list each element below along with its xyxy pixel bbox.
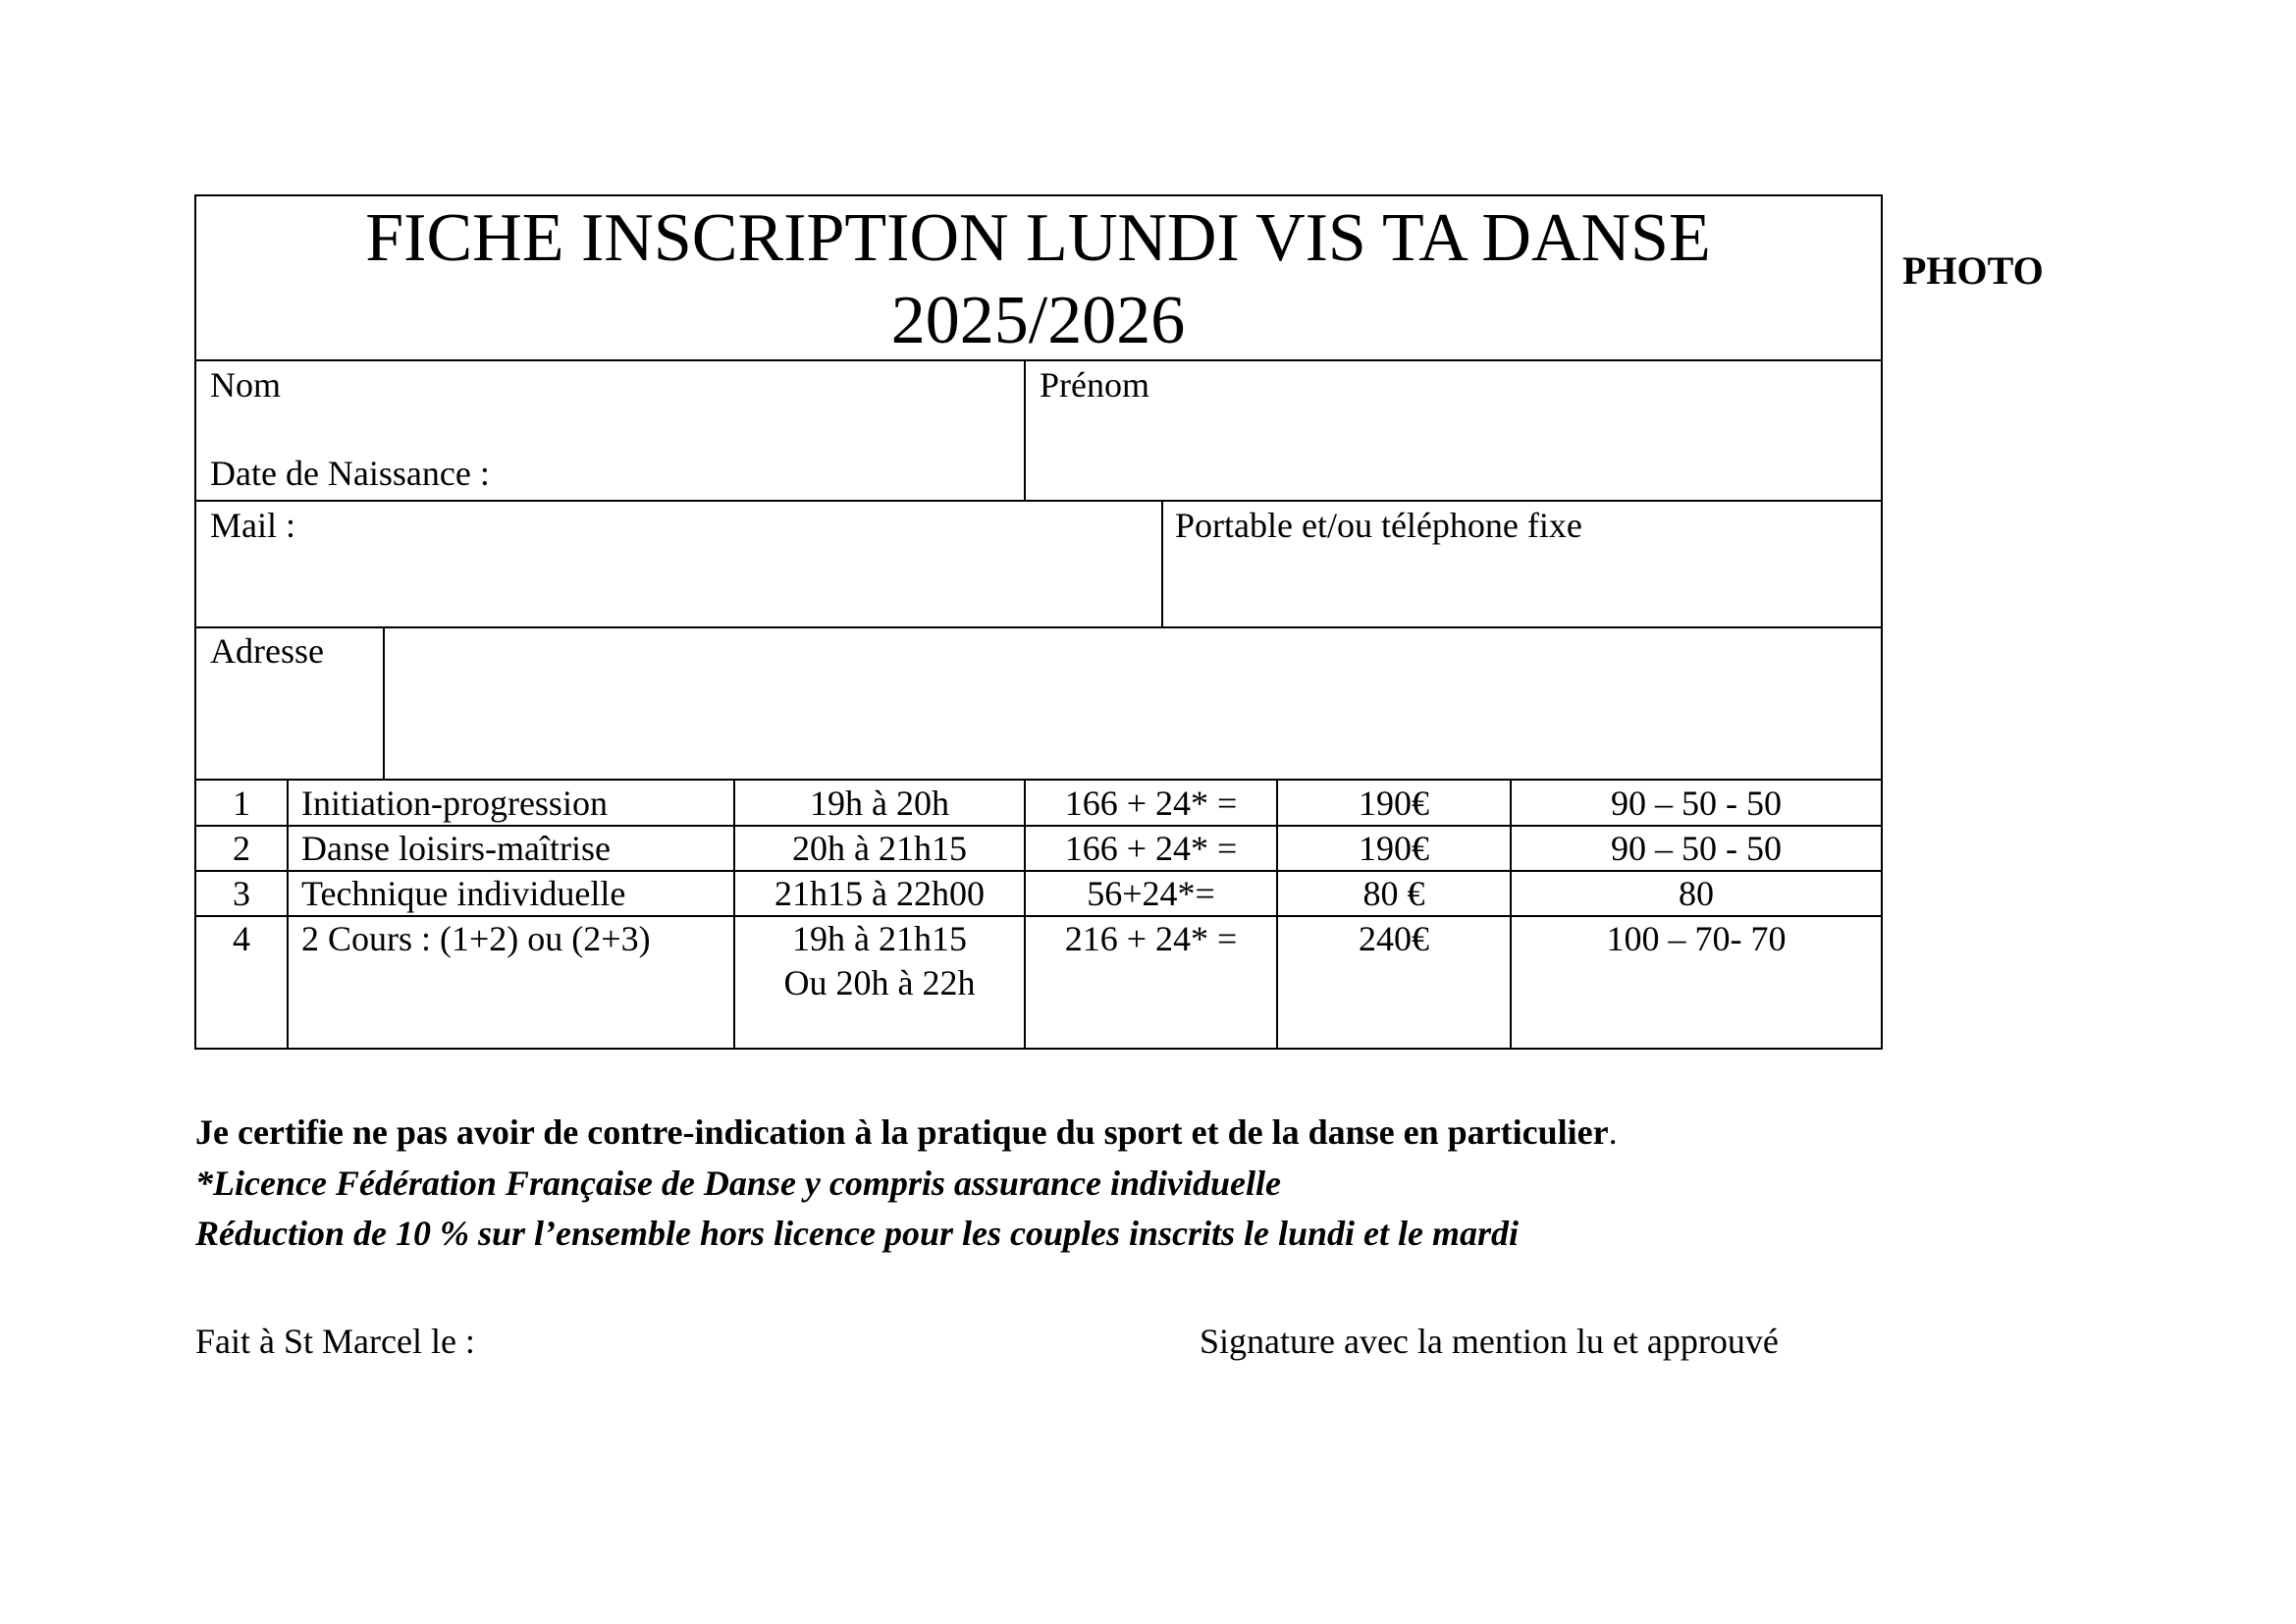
form-title-year: 2025/2026: [890, 283, 1186, 358]
course-total: 80 €: [1362, 874, 1425, 913]
course-total: 190€: [1359, 784, 1429, 823]
certify-period: .: [1608, 1112, 1618, 1152]
nom-label[interactable]: Nom: [210, 365, 281, 405]
course-time: 20h à 21h15: [792, 829, 967, 868]
certify-statement: [195, 1110, 1618, 1154]
table-right-border: [1881, 194, 1883, 1050]
form-title: [195, 197, 1881, 362]
prenom-label[interactable]: Prénom: [1040, 365, 1149, 405]
divider-name: [194, 500, 1883, 502]
course-time: 19h à 20h: [810, 784, 949, 823]
course-name: Initiation-progression: [301, 784, 608, 823]
table-top-border: [194, 194, 1883, 196]
course-name: Danse loisirs-maîtrise: [301, 829, 611, 868]
course-formula: 56+24*=: [1087, 874, 1215, 913]
course-installments: 90 – 50 - 50: [1611, 829, 1782, 868]
license-note: *Licence Fédération Française de Danse y compris assurance individuelle: [195, 1164, 1281, 1203]
course-time: 21h15 à 22h00: [774, 874, 985, 913]
course-number: 3: [233, 874, 250, 913]
course-formula: 166 + 24* =: [1064, 829, 1238, 868]
divider-mail: [194, 626, 1883, 628]
course-installments: 80: [1679, 874, 1714, 913]
adresse-label[interactable]: Adresse: [210, 631, 324, 671]
mail-label[interactable]: Mail :: [210, 506, 295, 545]
divider-mail-phone: [1161, 500, 1163, 628]
divider-nom-prenom: [1024, 359, 1026, 502]
course-total: 190€: [1359, 829, 1429, 868]
telephone-label[interactable]: Portable et/ou téléphone fixe: [1175, 506, 1582, 545]
reduction-note: Réduction de 10 % sur l’ensemble hors licence pour les couples inscrits le lundi et le mardi: [195, 1214, 1520, 1253]
col-divider-1: [287, 779, 289, 1050]
place-date-field[interactable]: Fait à St Marcel le :: [195, 1322, 475, 1361]
photo-label: PHOTO: [1902, 248, 2044, 293]
course-installments: 100 – 70- 70: [1606, 919, 1787, 958]
signature-field[interactable]: Signature avec la mention lu et approuvé: [1200, 1322, 1779, 1361]
table-bottom-border: [194, 1048, 1883, 1050]
divider-address-label: [383, 626, 385, 781]
course-name: Technique individuelle: [301, 874, 626, 913]
divider-address: [194, 779, 1883, 781]
course-number: 4: [233, 919, 250, 958]
course-number: 2: [233, 829, 250, 868]
course-time: 19h à 21h15: [792, 919, 967, 958]
course-name: 2 Cours : (1+2) ou (2+3): [301, 919, 651, 958]
course-installments: 90 – 50 - 50: [1611, 784, 1782, 823]
course-time-alt: Ou 20h à 22h: [783, 963, 976, 1002]
course-formula: 166 + 24* =: [1064, 784, 1238, 823]
certify-text: Je certifie ne pas avoir de contre-indication à la pratique du sport et de la danse en particulier: [195, 1112, 1609, 1152]
form-title-line1: FICHE INSCRIPTION LUNDI VIS TA DANSE: [365, 200, 1711, 276]
course-formula: 216 + 24* =: [1064, 919, 1238, 958]
divider-title: [194, 359, 1883, 361]
date-naissance-label[interactable]: Date de Naissance :: [210, 454, 490, 493]
course-total: 240€: [1359, 919, 1429, 958]
course-number: 1: [233, 784, 250, 823]
